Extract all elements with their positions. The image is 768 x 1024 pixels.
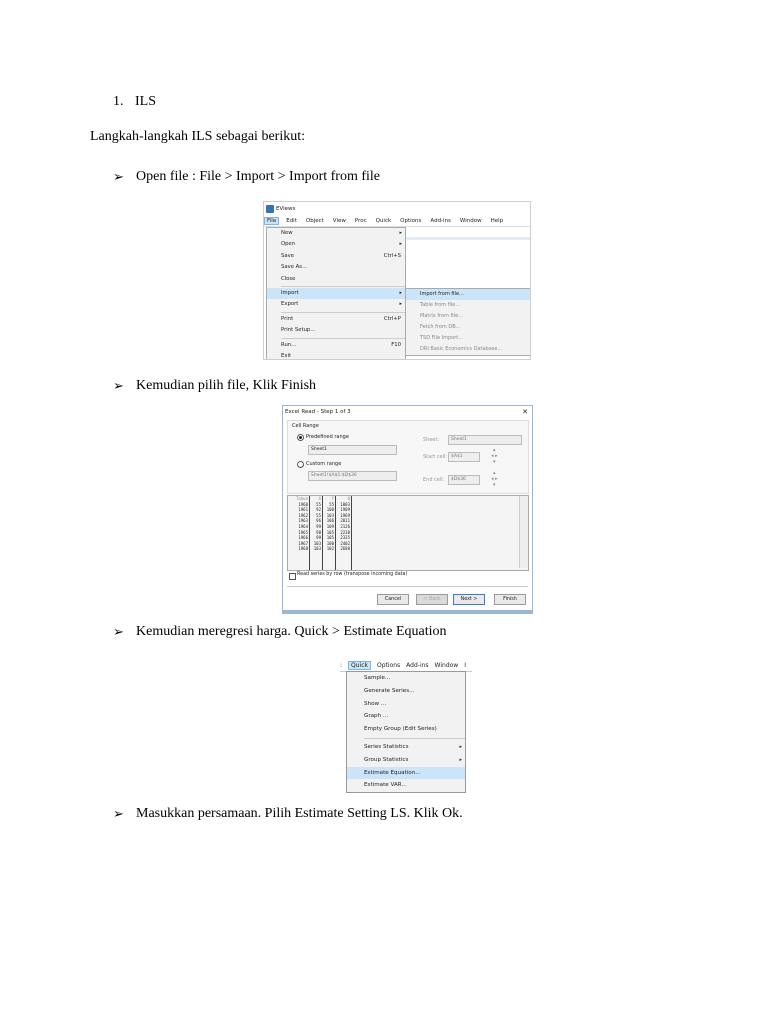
- dialog-title: Excel Read - Step 1 of 3 ✕: [285, 408, 528, 416]
- import-submenu: [405, 288, 531, 356]
- menu-window[interactable]: Window: [459, 218, 482, 224]
- predefined-range-select[interactable]: Sheet1: [308, 445, 397, 455]
- menu-quick[interactable]: Quick: [375, 218, 392, 224]
- back-button[interactable]: < Back: [416, 594, 448, 605]
- submenu-arrow-icon: ▸: [399, 230, 402, 236]
- menu-object[interactable]: Object: [305, 218, 324, 224]
- dialog-bottom-strip: [283, 610, 532, 613]
- predefined-range-label: Predefined range: [306, 434, 349, 440]
- menu-fragment: I: [464, 662, 466, 669]
- submenu-arrow-icon: ▸: [459, 743, 462, 750]
- shortcut-label: F10: [391, 341, 401, 348]
- submenu-arrow-icon: ▸: [459, 756, 462, 763]
- app-titlebar: [264, 202, 530, 216]
- eviews-app-icon: [266, 205, 274, 213]
- menu-item-estimate-equation[interactable]: Estimate Equation...: [347, 767, 465, 780]
- menu-separator: [281, 312, 405, 313]
- menu-edit[interactable]: Edit: [286, 218, 297, 224]
- menu-item-open[interactable]: Open ▸: [267, 239, 405, 250]
- menu-item-estimate-var[interactable]: Estimate VAR...: [364, 782, 407, 789]
- menu-addins[interactable]: Add-ins: [430, 218, 451, 224]
- menu-item-group-statistics[interactable]: Group Statistics ▸: [347, 754, 465, 767]
- bullet-arrow-icon: ➢: [113, 169, 124, 184]
- menu-addins[interactable]: Add-ins: [406, 662, 429, 669]
- menu-item-new[interactable]: New ▸: [267, 228, 405, 239]
- end-cell-field[interactable]: $D$36: [448, 475, 480, 485]
- section-number: 1.: [113, 94, 124, 109]
- dialog-divider: [287, 586, 528, 587]
- menu-item-generate-series[interactable]: Generate Series...: [364, 687, 415, 694]
- submenu-fetch-from-db[interactable]: Fetch from DB...: [420, 324, 461, 330]
- data-preview-grid: [287, 495, 529, 571]
- menu-item-run[interactable]: Run... F10: [267, 340, 405, 351]
- menu-bar: [264, 216, 530, 227]
- menu-item-import[interactable]: Import ▸: [267, 288, 405, 299]
- section-title: ILS: [135, 94, 156, 109]
- app-title: EViews: [276, 206, 296, 212]
- custom-range-label: Custom range: [306, 461, 342, 467]
- step-2-text: Kemudian pilih file, Klik Finish: [136, 378, 317, 393]
- menu-window[interactable]: Window: [434, 662, 459, 669]
- bullet-arrow-icon: ➢: [113, 806, 124, 821]
- start-cell-field[interactable]: $A$1: [448, 452, 480, 462]
- file-menu-screenshot: [263, 201, 531, 360]
- menu-options[interactable]: Options: [377, 662, 401, 669]
- submenu-matrix-from-file[interactable]: Matrix from file...: [420, 313, 463, 319]
- submenu-arrow-icon: ▸: [399, 289, 402, 296]
- submenu-arrow-icon: ▸: [399, 301, 402, 308]
- menu-item-close[interactable]: Close: [281, 275, 296, 282]
- submenu-table-from-file[interactable]: Table from file...: [420, 302, 461, 308]
- menu-item-print-setup[interactable]: Print Setup...: [281, 327, 316, 334]
- menu-item-sample[interactable]: Sample...: [364, 675, 391, 681]
- excel-read-dialog-screenshot: [282, 405, 533, 614]
- end-cell-arrows-icon[interactable]: ▴ ◂ ▸ ▾: [491, 470, 498, 488]
- file-dropdown: [266, 227, 406, 360]
- start-cell-arrows-icon[interactable]: ▴ ◂ ▸ ▾: [491, 447, 498, 465]
- grid-column-4: Q 1003 1909 1969 2011 2126 2238 2335 2402 2688: [336, 496, 352, 570]
- quick-dropdown: [346, 671, 466, 793]
- step-3-text: Kemudian meregresi harga. Quick > Estimate Equation: [136, 624, 447, 639]
- predefined-range-radio[interactable]: [297, 434, 304, 441]
- grid-scrollbar[interactable]: [519, 496, 528, 568]
- grid-column-1: Tahun 1960 1961 1962 1963 1964 1965 1966 1967 1968: [290, 496, 310, 570]
- bullet-arrow-icon: ➢: [113, 378, 124, 393]
- menu-item-exit[interactable]: Exit: [281, 352, 292, 359]
- submenu-import-from-file[interactable]: Import from file...: [406, 289, 531, 300]
- shortcut-label: Ctrl+S: [383, 252, 401, 259]
- submenu-arrow-icon: ▸: [399, 241, 402, 248]
- menu-item-save[interactable]: Save Ctrl+S: [267, 251, 405, 262]
- menu-item-empty-group[interactable]: Empty Group (Edit Series): [364, 726, 437, 733]
- menu-help[interactable]: Help: [490, 218, 504, 224]
- step-4-text: Masukkan persamaan. Pilih Estimate Setting LS. Klik Ok.: [136, 806, 463, 821]
- step-1-text: Open file : File > Import > Import from file: [136, 169, 381, 184]
- submenu-dri-database[interactable]: DRI Basic Economics Database...: [420, 346, 503, 352]
- quick-menu-screenshot: [340, 660, 472, 795]
- menu-separator: [364, 738, 465, 739]
- cancel-button[interactable]: Cancel: [377, 594, 409, 605]
- grid-column-2: X 55 92 55 96 99 98 99 103 103: [310, 496, 323, 570]
- menu-quick[interactable]: Quick: [348, 661, 371, 670]
- submenu-tsd-import[interactable]: TSD File Import...: [420, 335, 463, 341]
- bullet-arrow-icon: ➢: [113, 624, 124, 639]
- cell-range-panel: [287, 420, 529, 494]
- menu-options[interactable]: Options: [400, 218, 422, 224]
- menu-separator: [281, 286, 405, 287]
- intro-text: Langkah-langkah ILS sebagai berikut:: [90, 129, 305, 144]
- menu-item-export[interactable]: Export ▸: [267, 299, 405, 310]
- menu-file[interactable]: File: [264, 217, 279, 225]
- workspace-strip: [405, 237, 530, 240]
- menu-item-series-statistics[interactable]: Series Statistics ▸: [347, 741, 465, 754]
- read-by-row-label: Read series by row (transpose incoming data): [297, 572, 408, 577]
- custom-range-field[interactable]: Sheet1!$A$1:$D$36: [308, 471, 397, 481]
- menu-item-print[interactable]: Print Ctrl+P: [267, 314, 405, 325]
- shortcut-label: Ctrl+P: [383, 315, 401, 322]
- read-by-row-checkbox[interactable]: [289, 573, 296, 580]
- next-button[interactable]: Next >: [453, 594, 485, 605]
- menu-fragment: :: [340, 662, 343, 669]
- sheet-label: Sheet:: [423, 437, 440, 443]
- finish-button[interactable]: Finish: [494, 594, 526, 605]
- menu-item-save-as[interactable]: Save As...: [281, 264, 308, 271]
- menu-proc[interactable]: Proc: [354, 218, 367, 224]
- menu-separator: [281, 338, 405, 339]
- grid-column-3: Y 55 100 103 106 109 105 105 100 102: [323, 496, 336, 570]
- menu-item-graph[interactable]: Graph ...: [364, 713, 389, 720]
- menu-item-show[interactable]: Show ...: [364, 700, 387, 707]
- sheet-select[interactable]: Sheet1: [448, 435, 522, 445]
- custom-range-radio[interactable]: [297, 461, 304, 468]
- cell-range-label: Cell Range: [292, 423, 319, 429]
- end-cell-label: End cell:: [423, 477, 445, 483]
- close-icon[interactable]: ✕: [522, 408, 528, 416]
- menu-view[interactable]: View: [332, 218, 346, 224]
- start-cell-label: Start cell:: [423, 454, 448, 460]
